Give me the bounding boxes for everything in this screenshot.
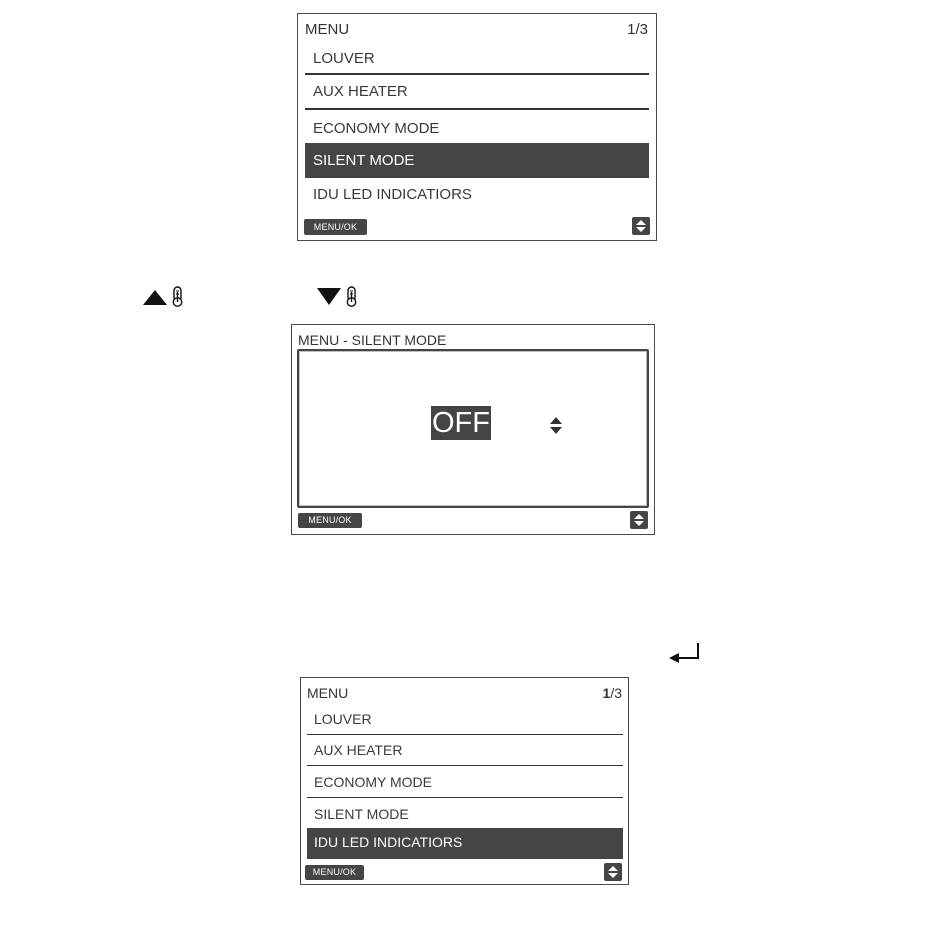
menu-screen-top bbox=[297, 13, 657, 241]
menu-item-louver[interactable] bbox=[305, 48, 649, 68]
menu-ok-button[interactable]: MENU/OK bbox=[304, 219, 367, 235]
menu-item-label: SILENT MODE bbox=[314, 805, 409, 822]
menu-item-economy-mode[interactable] bbox=[307, 772, 623, 791]
menu-item-label: AUX HEATER bbox=[314, 741, 403, 758]
up-triangle-thermometer-icon bbox=[142, 284, 188, 308]
menu-item-label: AUX HEATER bbox=[313, 82, 408, 100]
enter-arrow-icon bbox=[668, 641, 702, 665]
menu-ok-button[interactable]: MENU/OK bbox=[298, 513, 362, 528]
menu-item-label: IDU LED INDICATIORS bbox=[313, 185, 472, 203]
menu-screen-bottom bbox=[300, 677, 629, 885]
menu-item-label: IDU LED INDICATIORS bbox=[314, 834, 463, 850]
menu-item-idu-led-indicators[interactable] bbox=[305, 184, 649, 204]
silent-mode-value[interactable]: OFF bbox=[432, 406, 490, 439]
menu-title: MENU bbox=[305, 21, 350, 38]
divider bbox=[307, 797, 623, 798]
menu-item-label: LOUVER bbox=[314, 710, 372, 727]
page-total: /3 bbox=[610, 685, 622, 701]
menu-page-indicator: 1/3 bbox=[627, 21, 648, 38]
menu-item-louver[interactable] bbox=[307, 709, 623, 728]
divider bbox=[305, 73, 649, 75]
menu-item-aux-heater[interactable] bbox=[307, 740, 623, 759]
divider bbox=[305, 108, 649, 110]
menu-page-indicator bbox=[603, 685, 622, 701]
menu-item-silent-mode[interactable] bbox=[305, 143, 649, 178]
divider bbox=[307, 765, 623, 766]
menu-item-silent-mode[interactable] bbox=[307, 804, 623, 823]
silent-mode-screen bbox=[291, 324, 655, 535]
menu-item-label: ECONOMY MODE bbox=[313, 119, 440, 137]
menu-title: MENU bbox=[307, 685, 349, 701]
silent-mode-title: MENU - SILENT MODE bbox=[298, 332, 447, 348]
divider bbox=[307, 734, 623, 735]
menu-item-label: SILENT MODE bbox=[313, 152, 415, 169]
menu-item-label: LOUVER bbox=[313, 49, 375, 67]
up-down-arrows-icon[interactable] bbox=[604, 863, 622, 881]
menu-item-economy-mode[interactable] bbox=[305, 118, 649, 138]
down-triangle-thermometer-icon bbox=[316, 284, 362, 308]
up-down-arrows-icon[interactable] bbox=[547, 415, 565, 437]
page-current: 1 bbox=[602, 685, 611, 701]
up-down-arrows-icon[interactable] bbox=[632, 217, 650, 235]
menu-item-idu-led-indicators[interactable] bbox=[307, 828, 623, 859]
menu-item-aux-heater[interactable] bbox=[305, 81, 649, 101]
up-down-arrows-icon[interactable] bbox=[630, 511, 648, 529]
menu-item-label: ECONOMY MODE bbox=[314, 773, 432, 790]
menu-ok-button[interactable]: MENU/OK bbox=[305, 865, 364, 880]
